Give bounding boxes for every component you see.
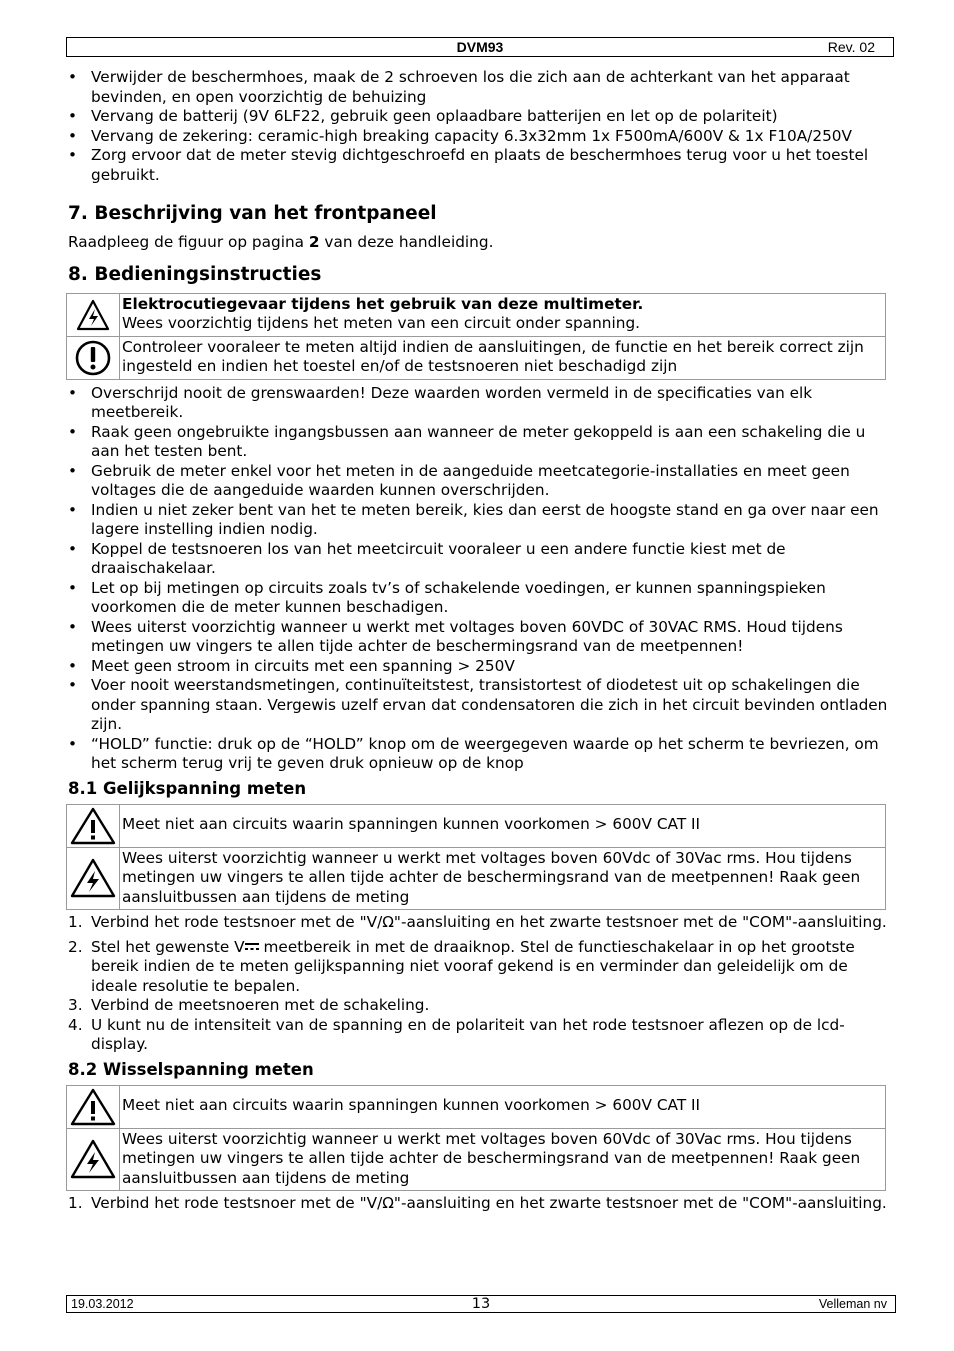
electric-shock-warning-icon xyxy=(76,299,110,331)
list-item: • “HOLD” functie: druk op de “HOLD” knop om de weergegeven waarde op het scherm te bevriezen, om het scherm terug vrij te geven druk opnieuw op de knop xyxy=(68,735,888,774)
section-8-1-steps xyxy=(68,913,888,1055)
revision: Rev. 02 xyxy=(827,39,875,55)
warning-text-cell: Wees uiterst voorzichtig wanneer u werkt met voltages boven 60Vdc of 30Vac rms. Hou tijdens metingen uw vingers te allen tijde achter de beschermingsrand van de meetpennen! Raak geen aansluitbussen aan tijdens de meting xyxy=(120,847,886,910)
list-item xyxy=(68,913,888,933)
section-7-title: 7. Beschrijving van het frontpaneel xyxy=(68,203,437,224)
list-item xyxy=(68,1016,888,1055)
step-text: meetbereik in met de draaiknop. Stel de functieschakelaar in op het grootste bereik indien de te meten gelijkspanning niet vooraf gekend is en verminder dan geleidelijk om de ideale resolutie te bepalen. xyxy=(91,937,855,995)
list-item xyxy=(68,938,888,997)
section-7-text xyxy=(68,233,888,253)
warning-text-cell xyxy=(120,293,886,336)
section-8-title: 8. Bedieningsinstructies xyxy=(68,263,322,285)
warning-text-cell: Wees uiterst voorzichtig wanneer u werkt met voltages boven 60Vdc of 30Vac rms. Hou tijdens metingen uw vingers te allen tijde achter de beschermingsrand van de meetpennen! Raak geen aansluitbussen aan tijdens de meting xyxy=(120,1128,886,1191)
warning-row xyxy=(67,1128,886,1191)
section-8-2-title: 8.2 Wisselspanning meten xyxy=(68,1059,314,1079)
section-8-2-steps xyxy=(68,1194,888,1214)
electric-shock-warning-icon xyxy=(70,858,116,898)
list-item: • Verwijder de beschermhoes, maak de 2 schroeven los die zich aan de achterkant van het apparaat bevinden, en open voorzichtig de behuizing xyxy=(68,68,888,107)
warning-icon-cell xyxy=(67,804,120,847)
warning-row xyxy=(67,1085,886,1128)
section-7-text-a: Raadpleeg de figuur op pagina xyxy=(68,233,309,251)
step-number: 2. xyxy=(68,937,83,956)
warning-text-cell: Meet niet aan circuits waarin spanningen kunnen voorkomen > 600V CAT II xyxy=(120,804,886,847)
step-text: Verbind het rode testsnoer met de "V/Ω"-aansluiting en het zwarte testsnoer met de "COM"-aansluiting. xyxy=(91,1194,887,1212)
page-number: 13 xyxy=(471,1296,491,1312)
list-item: • Koppel de testsnoeren los van het meetcircuit vooraleer u een andere functie kiest met de draaischakelaar. xyxy=(68,540,888,579)
footer-company: Velleman nv xyxy=(818,1297,887,1311)
list-item: • Zorg ervoor dat de meter stevig dichtgeschroefd en plaats de beschermhoes terug voor u het toestel gebruikt. xyxy=(68,146,888,185)
electric-shock-warning-icon xyxy=(70,1139,116,1179)
section-8-1-title: 8.1 Gelijkspanning meten xyxy=(68,778,307,798)
list-item: • Raak geen ongebruikte ingangsbussen aan wanneer de meter gekoppeld is aan een schakeling die u aan het testen bent. xyxy=(68,423,888,462)
warning-table-8 xyxy=(66,293,886,380)
warning-icon-cell xyxy=(67,1128,120,1191)
list-item xyxy=(68,1194,888,1214)
list-item: • Vervang de batterij (9V 6LF22, gebruik geen oplaadbare batterijen en let op de polariteit) xyxy=(68,107,888,127)
intro-bullet-list xyxy=(68,68,888,185)
step-text: Verbind de meetsnoeren met de schakeling. xyxy=(91,996,430,1014)
list-item: • Meet geen stroom in circuits met een spanning > 250V xyxy=(68,657,888,677)
model-name: DVM93 xyxy=(456,39,504,55)
step-number: 4. xyxy=(68,1015,83,1034)
step-number: 3. xyxy=(68,996,83,1014)
warning-icon-cell xyxy=(67,293,120,336)
page-reference: 2 xyxy=(308,233,320,251)
warning-icon-cell xyxy=(67,1085,120,1128)
warning-table-8-2 xyxy=(66,1085,886,1192)
section-7-text-b: van deze handleiding. xyxy=(319,233,494,251)
list-item: • Overschrijd nooit de grenswaarden! Deze waarden worden vermeld in de specificaties van elk meetbereik. xyxy=(68,384,888,423)
dc-voltage-symbol-icon xyxy=(245,942,259,951)
warning-bold-text: Elektrocutiegevaar tijdens het gebruik van deze multimeter. xyxy=(122,294,644,313)
list-item xyxy=(68,996,888,1016)
step-text: U kunt nu de intensiteit van de spanning en de polariteit van het rode testsnoer aflezen op de lcd-display. xyxy=(91,1015,845,1053)
warning-row xyxy=(67,336,886,379)
warning-text-cell: Controleer vooraleer te meten altijd indien de aansluitingen, de functie en het bereik correct zijn ingesteld en indien het toestel en/of de testsnoeren niet beschadigd zijn xyxy=(120,336,886,379)
step-text: Stel het gewenste V xyxy=(91,937,245,956)
list-item: • Voer nooit weerstandsmetingen, continuïteitstest, transistortest of diodetest uit op schakelingen die onder spanning staan. Vergewis uzelf ervan dat condensatoren die zich in het circuit bevinden ontladen zijn. xyxy=(68,676,888,735)
warning-icon-cell xyxy=(67,847,120,910)
warning-text-cell: Meet niet aan circuits waarin spanningen kunnen voorkomen > 600V CAT II xyxy=(120,1085,886,1128)
page-content xyxy=(68,68,888,1214)
page-header xyxy=(66,37,894,57)
page-footer xyxy=(66,1295,896,1313)
caution-icon xyxy=(70,1088,116,1126)
section-8-bullet-list xyxy=(68,384,888,774)
list-item: • Gebruik de meter enkel voor het meten in de aangeduide meetcategorie-installaties en meet geen voltages die de aangeduide waarden kunnen overschrijden. xyxy=(68,462,888,501)
exclamation-circle-icon xyxy=(74,340,112,376)
warning-icon-cell xyxy=(67,336,120,379)
warning-text: Wees voorzichtig tijdens het meten van een circuit onder spanning. xyxy=(122,314,641,332)
list-item: • Vervang de zekering: ceramic-high breaking capacity 6.3x32mm 1x F500mA/600V & 1x F10A/250V xyxy=(68,127,888,147)
footer-date: 19.03.2012 xyxy=(71,1297,134,1311)
step-number: 1. xyxy=(68,1194,83,1212)
list-item: • Let op bij metingen op circuits zoals tv’s of schakelende voedingen, er kunnen spanningspieken voorkomen die de meter kunnen beschadigen. xyxy=(68,579,888,618)
list-item: • Wees uiterst voorzichtig wanneer u werkt met voltages boven 60VDC of 30VAC RMS. Houd tijdens metingen uw vingers te allen tijde achter de beschermingsrand van de meetpennen! xyxy=(68,618,888,657)
step-number: 1. xyxy=(68,913,83,931)
warning-row xyxy=(67,293,886,336)
warning-row xyxy=(67,847,886,910)
caution-icon xyxy=(70,807,116,845)
list-item: • Indien u niet zeker bent van het te meten bereik, kies dan eerst de hoogste stand en ga over naar een lagere instelling indien nodig. xyxy=(68,501,888,540)
warning-table-8-1 xyxy=(66,804,886,911)
warning-row xyxy=(67,804,886,847)
step-text: Verbind het rode testsnoer met de "V/Ω"-aansluiting en het zwarte testsnoer met de "COM"-aansluiting. xyxy=(91,913,887,931)
